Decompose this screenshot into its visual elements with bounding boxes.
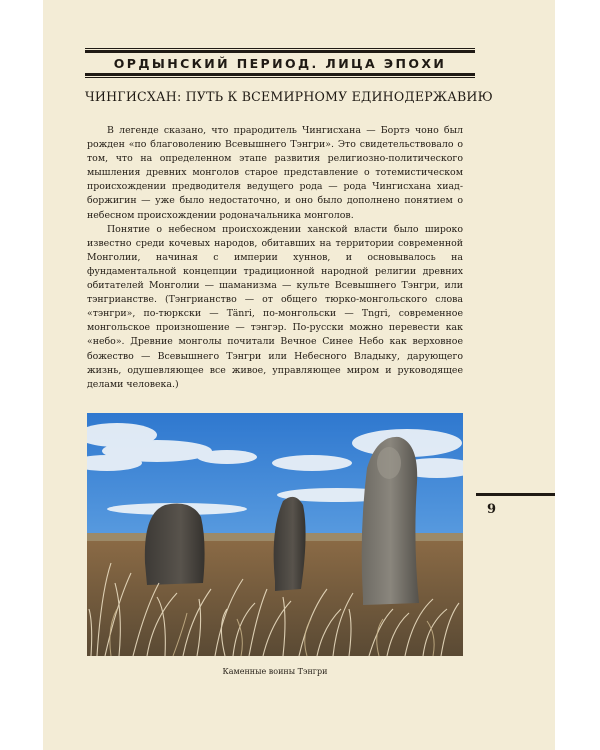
chapter-title: ЧИНГИСХАН: ПУТЬ К ВСЕМИРНОМУ ЕДИНОДЕРЖАВИЮ — [85, 89, 493, 104]
paragraph: Понятие о небесном происхождении ханской власти было широко известно среди кочевых народов, обитавших на территории современной Монголии, начиная с империи хуннов, и основывалось на фундаментальной концепции традиционной народной религии древних обитателей Монголии — шаманизма — культе Всевышнего Тэнгри, или тэнгрианстве. (Тэнгрианство — от общего тюрко-монгольского слова «тэнгри», по-тюркски — Tänri, по-монгольски — Tngri, современное монгольское произношение — тэнгэр. По-русски можно перевести как «небо». Древние монголы почитали Вечное Синее Небо как верховное божество — Всевышнего Тэнгри или Небесного Владыку, дарующего жизнь, одушевляющее все живое, управляющее миром и руководящее делами человека.) — [87, 223, 463, 390]
page-number-rule — [476, 493, 555, 496]
stone-right-face — [377, 447, 401, 479]
stone-left — [145, 504, 205, 586]
header-rule-bottom-thin — [85, 77, 475, 78]
photo-caption: Каменные воины Тэнгри — [222, 667, 328, 676]
page-number: 9 — [487, 502, 497, 517]
paragraph: В легенде сказано, что прародитель Чингисхана — Бортэ чоно был рожден «по благоволению Всевышнего Тэнгри». Это свидетельствовало о том, что на определенном этапе развития религиозно-политического мышления древних монголов старое представление о тотемистическом происхождении предводителя ведущего рода — рода Чингисхана хиад-боржигин — уже было недостаточно, и оно было дополнено понятием о небесном происхождении родоначальника монголов. — [87, 125, 463, 221]
header-rule-top-thick — [85, 50, 475, 53]
section-header — [85, 48, 475, 78]
stone-warriors-photo — [87, 413, 463, 656]
section-title: ОРДЫНСКИЙ ПЕРИОД. ЛИЦА ЭПОХИ — [113, 56, 447, 71]
body-text — [87, 124, 463, 392]
header-rule-top-thin — [85, 48, 475, 49]
header-rule-bottom-thick — [85, 73, 475, 76]
